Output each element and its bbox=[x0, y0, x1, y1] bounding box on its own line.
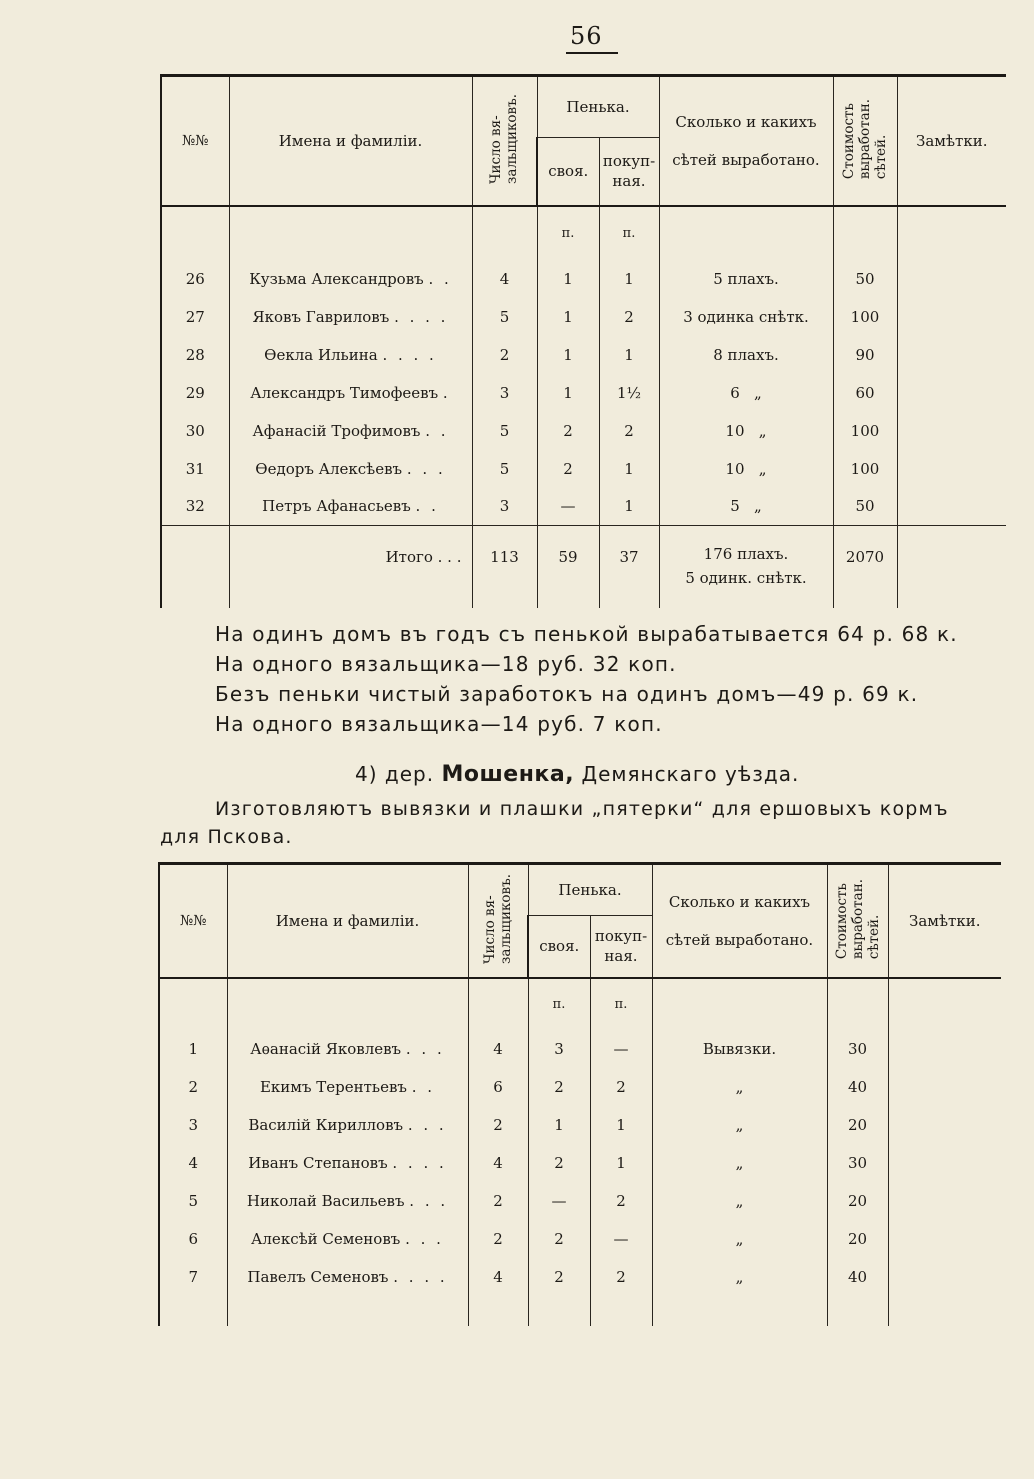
header-nets: Сколько и какихъ сѣтей выработано. bbox=[659, 76, 833, 206]
page-number: 56 bbox=[570, 22, 603, 50]
table-2 bbox=[158, 862, 1001, 1326]
table-row: 28 Ѳекла Ильина . . . . 2 1 1 8 плахъ. 90 bbox=[161, 336, 1006, 374]
unit-bought: п. bbox=[599, 206, 659, 260]
table-1 bbox=[160, 74, 1006, 608]
table-row: 7 Павелъ Семеновъ . . . . 4 2 2 „ 40 bbox=[159, 1258, 1001, 1296]
section-description-line-1: Изготовляютъ вывязки и плашки „пятерки“ для ершовыхъ кормъ bbox=[215, 798, 949, 820]
table-row: 2 Екимъ Терентьевъ . . 6 2 2 „ 40 bbox=[159, 1068, 1001, 1106]
header-names: Имена и фамиліи. bbox=[227, 864, 468, 978]
header-names: Имена и фамиліи. bbox=[229, 76, 472, 206]
table-row: 32 Петръ Афанасьевъ . . 3 — 1 5 „ 50 bbox=[161, 488, 1006, 526]
header-notes: Замѣтки. bbox=[888, 864, 1001, 978]
header-bought: покуп- ная. bbox=[590, 916, 652, 978]
summary-line-3: Безъ пеньки чистый заработокъ на одинъ домъ—49 р. 69 к. bbox=[215, 682, 919, 706]
header-num: №№ bbox=[161, 76, 229, 206]
table-row: 26 Кузьма Александровъ . . 4 1 1 5 плахъ. 50 bbox=[161, 260, 1006, 298]
section-heading: 4) дер. Мошенка, Демянскаго уѣзда. bbox=[355, 762, 800, 787]
summary-line-2: На одного вязальщика—18 руб. 32 коп. bbox=[215, 652, 677, 676]
header-knitters: Число вя- зальщиковъ. bbox=[468, 864, 528, 978]
summary-line-4: На одного вязальщика—14 руб. 7 коп. bbox=[215, 712, 663, 736]
table-row: 3 Василій Кирилловъ . . . 2 1 1 „ 20 bbox=[159, 1106, 1001, 1144]
header-hemp: Пенька. bbox=[528, 864, 652, 916]
table-row: 27 Яковъ Гавриловъ . . . . 5 1 2 3 одинка снѣтк. 100 bbox=[161, 298, 1006, 336]
header-own: своя. bbox=[537, 138, 599, 206]
table-row: 6 Алексѣй Семеновъ . . . 2 2 — „ 20 bbox=[159, 1220, 1001, 1258]
unit-bought: п. bbox=[590, 978, 652, 1030]
table-row: 5 Николай Васильевъ . . . 2 — 2 „ 20 bbox=[159, 1182, 1001, 1220]
table-row: 1 Аѳанасій Яковлевъ . . . 4 3 — Вывязки. 30 bbox=[159, 1030, 1001, 1068]
summary-line-1: На одинъ домъ въ годъ съ пенькой вырабатывается 64 р. 68 к. bbox=[215, 622, 958, 646]
header-own: своя. bbox=[528, 916, 590, 978]
header-hemp: Пенька. bbox=[537, 76, 659, 138]
header-nets: Сколько и какихъ сѣтей выработано. bbox=[652, 864, 827, 978]
section-description-line-2: для Пскова. bbox=[160, 826, 293, 848]
table-row: 30 Афанасій Трофимовъ . . 5 2 2 10 „ 100 bbox=[161, 412, 1006, 450]
header-bought: покуп- ная. bbox=[599, 138, 659, 206]
table-row: 29 Александръ Тимофеевъ . 3 1 1½ 6 „ 60 bbox=[161, 374, 1006, 412]
table-row: 31 Ѳедоръ Алексѣевъ . . . 5 2 1 10 „ 100 bbox=[161, 450, 1006, 488]
header-notes: Замѣтки. bbox=[897, 76, 1006, 206]
total-label: Итого . . . bbox=[229, 526, 472, 608]
unit-own: п. bbox=[537, 206, 599, 260]
header-cost: Стоимость выработан. сѣтей. bbox=[827, 864, 888, 978]
header-num: №№ bbox=[159, 864, 227, 978]
header-cost: Стоимость выработан. сѣтей. bbox=[833, 76, 897, 206]
total-nets: 176 плахъ. 5 одинк. снѣтк. bbox=[659, 526, 833, 608]
unit-own: п. bbox=[528, 978, 590, 1030]
total-row: Итого . . . 113 59 37 176 плахъ. 5 одинк. снѣтк. 2070 bbox=[161, 526, 1006, 608]
header-knitters: Число вя- зальщиковъ. bbox=[472, 76, 537, 206]
page-number-rule bbox=[566, 52, 618, 54]
table-row: 4 Иванъ Степановъ . . . . 4 2 1 „ 30 bbox=[159, 1144, 1001, 1182]
